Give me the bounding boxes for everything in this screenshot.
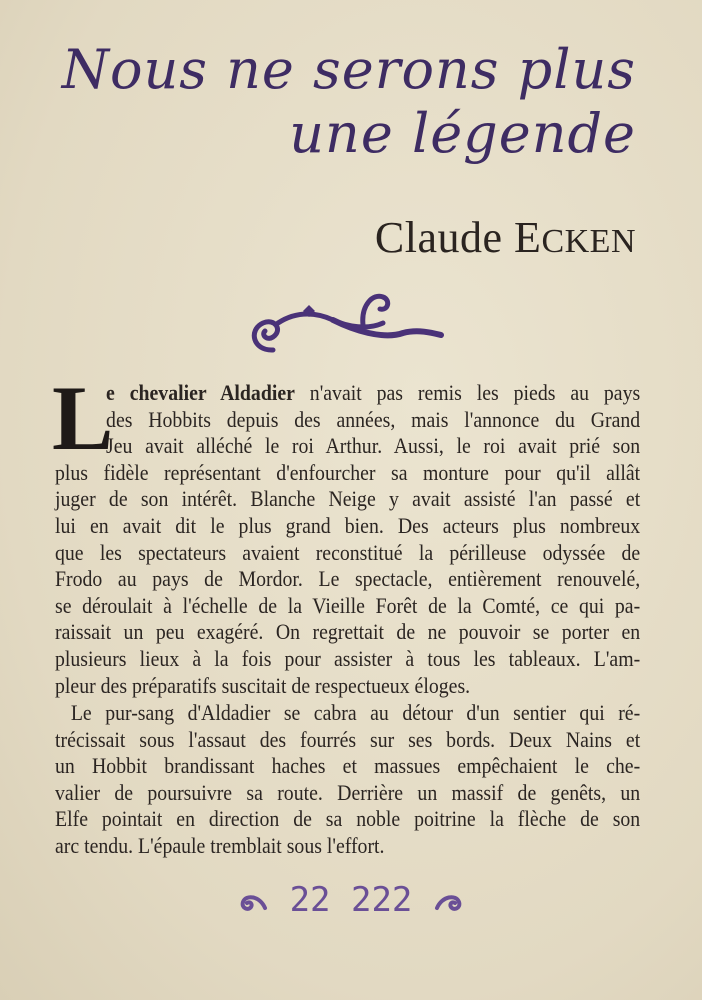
title-line-2: une légende	[289, 102, 636, 165]
text-line: que les spectateurs avaient reconstitué la périlleuse odyssée de	[55, 539, 641, 565]
paragraph-2	[55, 700, 640, 860]
author-last-initial: E	[514, 213, 542, 262]
text-line: pleur des préparatifs suscitait de respectueux éloges.	[55, 672, 471, 698]
author-first-name: Claude	[374, 213, 503, 262]
page-number-text: 22 222	[289, 880, 413, 920]
author-name	[375, 212, 636, 263]
text-line: juger de son intérêt. Blanche Neige y avait assisté l'an passé et	[55, 486, 641, 512]
story-title	[62, 38, 636, 166]
text-line: Jeu avait alléché le roi Arthur. Aussi, le roi avait prié son	[106, 433, 641, 459]
text-line: se déroulait à l'échelle de la Vieille Forêt de la Comté, ce qui pa-	[55, 592, 641, 618]
author-last-rest: CKEN	[541, 223, 636, 260]
drop-cap: L	[52, 367, 114, 469]
text-line: raissait un peu exagéré. On regrettait de ne pouvoir se porter en	[55, 619, 641, 645]
flourish-ornament-icon	[243, 285, 448, 360]
text-line: lui en avait dit le plus grand bien. Des acteurs plus nombreux	[55, 512, 641, 538]
title-line-1: Nous ne serons plus	[61, 38, 636, 101]
text-line: plus fidèle représentant d'enfourcher sa monture pour qu'il allât	[55, 459, 641, 485]
text-line: des Hobbits depuis des années, mais l'annonce du Grand	[106, 406, 641, 432]
text-line	[55, 380, 640, 407]
page-number	[0, 880, 702, 920]
swirl-left-icon	[238, 890, 268, 914]
bold-lead-in: e chevalier Aldadier	[106, 380, 295, 405]
text-line: Elfe pointait en direction de sa noble poitrine la flèche de son	[55, 806, 641, 832]
text-fragment: n'avait pas remis les pieds au pays	[294, 380, 641, 405]
text-line: arc tendu. L'épaule tremblait sous l'effort.	[55, 832, 385, 858]
text-line: un Hobbit brandissant haches et massues empêchaient le che-	[55, 753, 641, 779]
text-line: plusieurs lieux à la fois pour assister à tous les tableaux. L'am-	[55, 645, 641, 671]
text-line: Frodo au pays de Mordor. Le spectacle, entièrement renouvelé,	[55, 566, 641, 592]
text-line: valier de poursuivre sa route. Derrière un massif de genêts, un	[55, 779, 641, 805]
text-line: Le pur-sang d'Aldadier se cabra au détour d'un sentier qui ré-	[70, 700, 641, 725]
swirl-right-icon	[434, 890, 464, 914]
text-line: trécissait sous l'assaut des fourrés sur ses bords. Deux Nains et	[55, 726, 641, 752]
paragraph-1	[55, 380, 640, 699]
